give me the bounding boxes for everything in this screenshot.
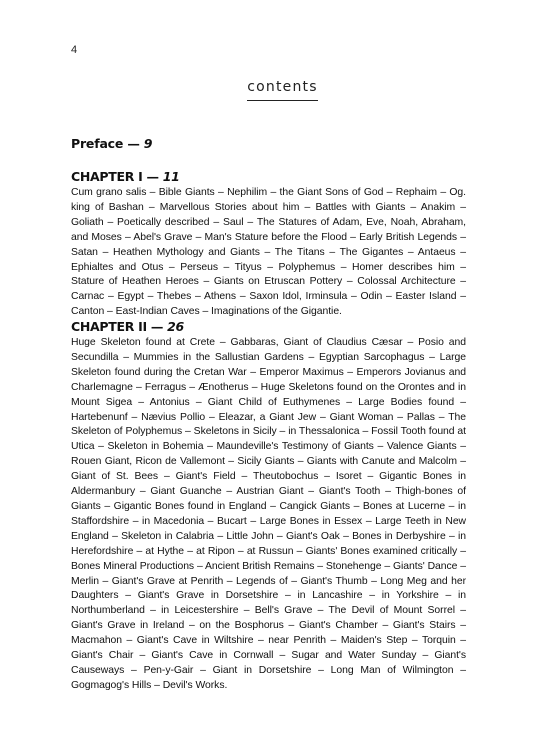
page-heading: contents	[247, 79, 318, 101]
chapter-2-heading	[71, 319, 466, 334]
preface-page-number: 9	[143, 136, 153, 151]
chapter-1-summary: Cum grano salis – Bible Giants – Nephilim – the Giant Sons of God – Rephaim – Og. king of Bashan – Marvellous Stories about him – Battles with Giants – Anakim – Goliath – Poetically described – Saul – The Statures of Adam, Eve, Noah, Abraham, and Moses – Abel's Grave – Man's Stature before the Flood – Early British Legends – Satan – Heathen Mythology and Giants – The Titans – The Gigantes – Antaeus – Ephialtes and Otus – Perseus – Tityus – Polyphemus – Homer describes him – Stature of Heathen Heroes – Giants on Etruscan Pottery – Colossal Architecture – Carnac – Egypt – Thebes – Athens – Saxon Idol, Irminsula – Odin – Easter Island – Canton – East-Indian Caves – Imaginations of the Gigantie.	[71, 187, 466, 318]
chapter-2-entry	[71, 319, 466, 694]
page-number: 4	[71, 44, 78, 56]
preface-label: Preface —	[71, 136, 144, 151]
heading-container	[0, 78, 533, 101]
preface-entry	[71, 136, 152, 151]
chapter-1-page-number: 11	[162, 169, 180, 184]
chapter-1-entry	[71, 169, 466, 320]
chapter-2-label: CHAPTER II —	[71, 319, 168, 334]
chapter-1-label: CHAPTER I —	[71, 169, 163, 184]
chapter-2-summary: Huge Skeleton found at Crete – Gabbaras, Giant of Claudius Cæsar – Posio and Secundilla – Mummies in the Sallustian Gardens – Egyptian Sarcophagus – Large Skeleton found during the Cretan War – Emperor Maximus – Emperors Jovianus and Charlemagne – Ferragus – Ænotherus – Huge Skeletons found on the Orontes and in Mount Sigea – Antonius – Giant Child of Euthymenes – Large Bodies found – Hartebenunf – Nævius Pollio – Eleazar, a Giant Jew – Giant Woman – Pallas – The Skeleton of Polyphemus – Skeletons in Sicily – in Thessalonica – Fossil Tooth found at Utica – Skeleton in Bohemia – Maundeville's Testimony of Giants – Valence Giants – Rouen Giant, Ricon de Vallemont – Sicily Giants – Giants with Canute and Malcolm – Giant of St. Bees – Giant's Field – Theutobochus – Isoret – Gigantic Bones in Aldermanbury – Giant Guanche – Austrian Giant – Giant's Tooth – Thigh-bones of Giants – Gigantic Bones found in England – Cangick Giants – Bones at Lucerne – in Staffordshire – in Macedonia – Bucart – Large Bones in Essex – Large Teeth in New England – Skeleton in Calabria – Little John – Giant's Oak – Bones in Derbyshire – in Herefordshire – at Hythe – at Ripon – at Russun – Giants' Bones examined critically – Bones Mineral Productions – Ancient British Remains – Stonehenge – Giants' Dance – Merlin – Giant's Grave at Penrith – Legends of – Giant's Thumb – Long Meg and her Daughters – Giant's Grave in Dorsetshire – in Lancashire – in Yorkshire – in Northumberland – in Leicestershire – Bell's Grave – The Devil of Mount Sorrel – Giant's Grave in Ireland – on the Bosphorus – Giant's Chamber – Giant's Stairs – Macmahon – Giant's Cave in Wiltshire – near Penrith – Maiden's Step – Torquin – Giant's Chair – Giant's Cave in Cornwall – Sugar and Water Sunday – Giant's Causeways – Pen-y-Gair – Giant in Dorsetshire – Long Man of Wilmington – Gogmagog's Hills – Devil's Works.	[71, 337, 466, 691]
chapter-2-page-number: 26	[167, 319, 184, 334]
chapter-1-heading	[71, 169, 466, 184]
